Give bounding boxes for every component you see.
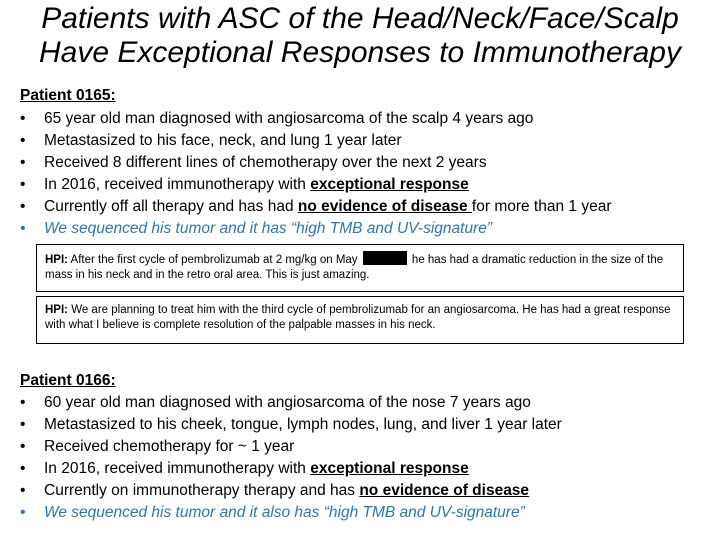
hpi-note-1: HPI: After the first cycle of pembrolizumab at 2 mg/kg on May he has had a dramatic reduction in the size of the mass in his neck and in the retro oral area. This is just amazing.: [36, 244, 684, 292]
list-item: • Metastasized to his cheek, tongue, lymph nodes, lung, and liver 1 year later: [20, 416, 562, 433]
list-item: • 60 year old man diagnosed with angiosarcoma of the nose 7 years ago: [20, 394, 531, 411]
exceptional-response-emphasis: exceptional response: [310, 176, 469, 193]
title-line-2: Have Exceptional Responses to Immunotherapy: [38, 36, 681, 69]
title-line-1: Patients with ASC of the Head/Neck/Face/Scalp: [41, 2, 679, 35]
slide-title: [0, 2, 720, 70]
list-item: • Metastasized to his face, neck, and lung 1 year later: [20, 132, 402, 149]
list-item: • Received 8 different lines of chemotherapy over the next 2 years: [20, 154, 487, 171]
exceptional-response-emphasis: exceptional response: [310, 460, 469, 477]
patient-0165-heading: Patient 0165:: [20, 87, 116, 104]
list-item: • Currently off all therapy and has had no evidence of disease for more than 1 year: [20, 198, 612, 215]
list-item: • We sequenced his tumor and it has “high TMB and UV-signature”: [20, 220, 493, 237]
list-item: • In 2016, received immunotherapy with exceptional response: [20, 176, 469, 193]
list-item: • In 2016, received immunotherapy with exceptional response: [20, 460, 469, 477]
list-item: • Currently on immunotherapy therapy and has no evidence of disease: [20, 482, 530, 499]
list-item: • Received chemotherapy for ~ 1 year: [20, 438, 295, 455]
hpi-note-2: HPI: We are planning to treat him with the third cycle of pembrolizumab for an angiosarcoma. He has had a great response with what I believe is complete resolution of the palpable masses in his neck.: [36, 296, 684, 344]
patient-0166-heading: Patient 0166:: [20, 372, 116, 389]
no-evidence-emphasis: no evidence of disease: [359, 482, 530, 499]
patient-0165-bullets: [20, 108, 612, 240]
list-item: • We sequenced his tumor and it also has “high TMB and UV-signature”: [20, 504, 525, 521]
redaction-bar: [363, 251, 407, 265]
patient-0166-bullets: [20, 392, 562, 524]
no-evidence-emphasis: no evidence of disease: [297, 198, 472, 215]
list-item: • 65 year old man diagnosed with angiosarcoma of the scalp 4 years ago: [20, 110, 534, 127]
